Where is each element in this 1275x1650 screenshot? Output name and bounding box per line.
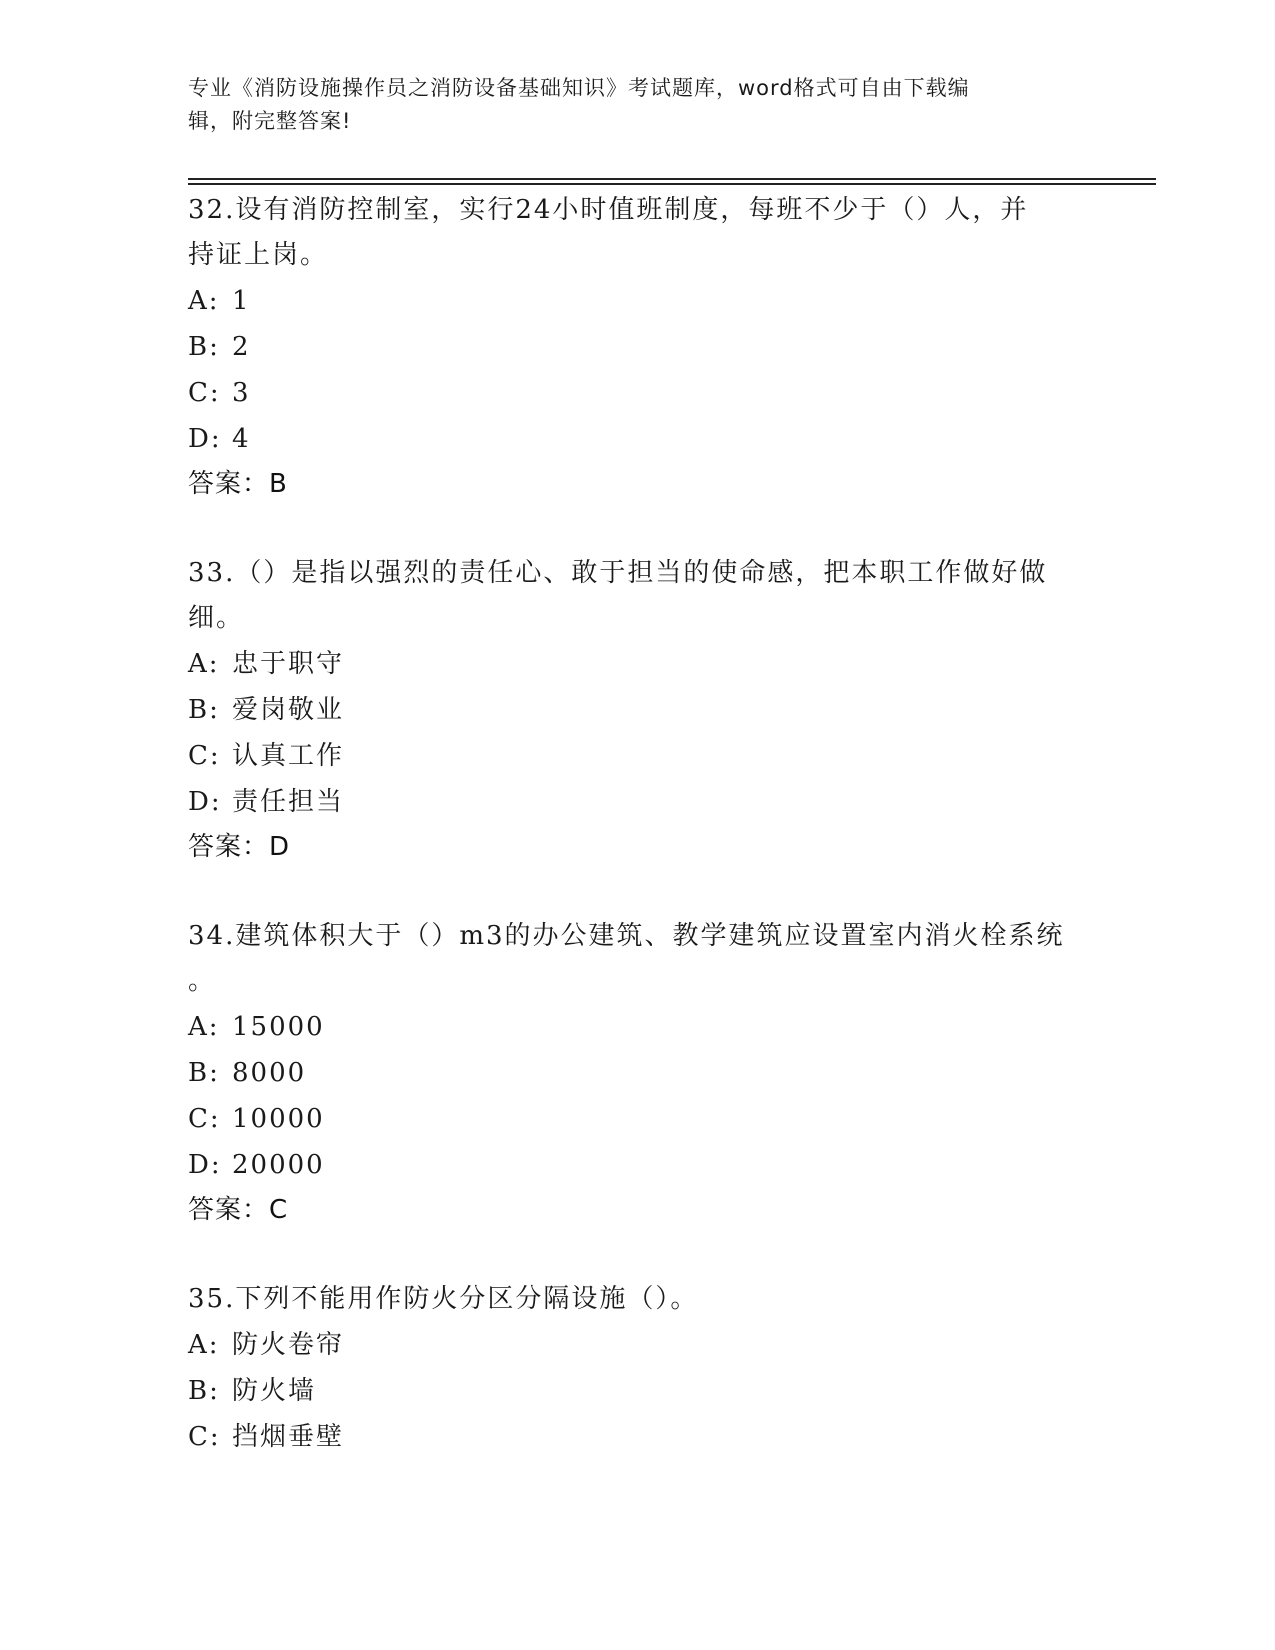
header-divider-top xyxy=(188,178,1156,180)
question-text-line-2: 持证上岗。 xyxy=(188,240,329,270)
option-value: 1 xyxy=(232,286,251,316)
option-d xyxy=(188,1142,1088,1188)
option-b xyxy=(188,324,1088,370)
question-text-line-1: 34.建筑体积大于（）m3的办公建筑、教学建筑应设置室内消火栓系统 xyxy=(188,921,1065,951)
question-text-line-2: 。 xyxy=(188,966,217,996)
question-text-line-1: 35.下列不能用作防火分区分隔设施（）。 xyxy=(188,1284,699,1314)
question-32 xyxy=(188,188,1088,506)
option-value: 4 xyxy=(232,424,251,454)
option-a xyxy=(188,641,1088,687)
option-key: A: xyxy=(188,1012,220,1042)
option-value: 3 xyxy=(232,378,251,408)
option-value: 20000 xyxy=(232,1150,325,1180)
question-list xyxy=(188,188,1088,1505)
question-text-line-1: 32.设有消防控制室，实行24小时值班制度，每班不少于（）人，并 xyxy=(188,195,1029,225)
option-key: D: xyxy=(188,424,222,454)
option-b xyxy=(188,1368,1088,1414)
option-b xyxy=(188,687,1088,733)
option-key: B: xyxy=(188,695,220,725)
option-value: 责任担当 xyxy=(232,787,345,817)
option-a xyxy=(188,1004,1088,1050)
option-value: 爱岗敬业 xyxy=(232,695,345,725)
option-d xyxy=(188,416,1088,462)
document-header xyxy=(188,72,1068,138)
question-35 xyxy=(188,1277,1088,1460)
option-key: D: xyxy=(188,1150,222,1180)
option-key: B: xyxy=(188,332,220,362)
header-divider-bottom xyxy=(188,183,1156,185)
answer-line: 答案：D xyxy=(188,832,291,862)
answer-line: 答案：C xyxy=(188,1195,289,1225)
header-line-1: 专业《消防设施操作员之消防设备基础知识》考试题库，word格式可自由下载编 xyxy=(188,76,970,100)
option-key: A: xyxy=(188,649,220,679)
option-key: A: xyxy=(188,1330,220,1360)
option-a xyxy=(188,278,1088,324)
option-key: A: xyxy=(188,286,220,316)
option-c xyxy=(188,1414,1088,1460)
option-key: B: xyxy=(188,1058,220,1088)
option-value: 认真工作 xyxy=(232,741,345,771)
option-value: 15000 xyxy=(232,1012,325,1042)
option-value: 防火卷帘 xyxy=(232,1330,345,1360)
option-value: 2 xyxy=(232,332,251,362)
option-a xyxy=(188,1322,1088,1368)
option-key: C: xyxy=(188,1422,221,1452)
question-34 xyxy=(188,914,1088,1232)
question-text-line-1: 33.（）是指以强烈的责任心、敢于担当的使命感，把本职工作做好做 xyxy=(188,558,1048,588)
option-b xyxy=(188,1050,1088,1096)
option-key: B: xyxy=(188,1376,220,1406)
option-value: 8000 xyxy=(232,1058,307,1088)
option-value: 挡烟垂壁 xyxy=(232,1422,345,1452)
option-value: 忠于职守 xyxy=(232,649,345,679)
option-value: 10000 xyxy=(232,1104,325,1134)
answer-line: 答案：B xyxy=(188,469,288,499)
option-key: C: xyxy=(188,378,221,408)
header-line-2: 辑，附完整答案! xyxy=(188,109,352,133)
option-c xyxy=(188,370,1088,416)
question-33 xyxy=(188,551,1088,869)
option-key: D: xyxy=(188,787,222,817)
option-key: C: xyxy=(188,1104,221,1134)
option-c xyxy=(188,733,1088,779)
option-key: C: xyxy=(188,741,221,771)
option-d xyxy=(188,779,1088,825)
option-value: 防火墙 xyxy=(232,1376,317,1406)
option-c xyxy=(188,1096,1088,1142)
question-text-line-2: 细。 xyxy=(188,603,245,633)
